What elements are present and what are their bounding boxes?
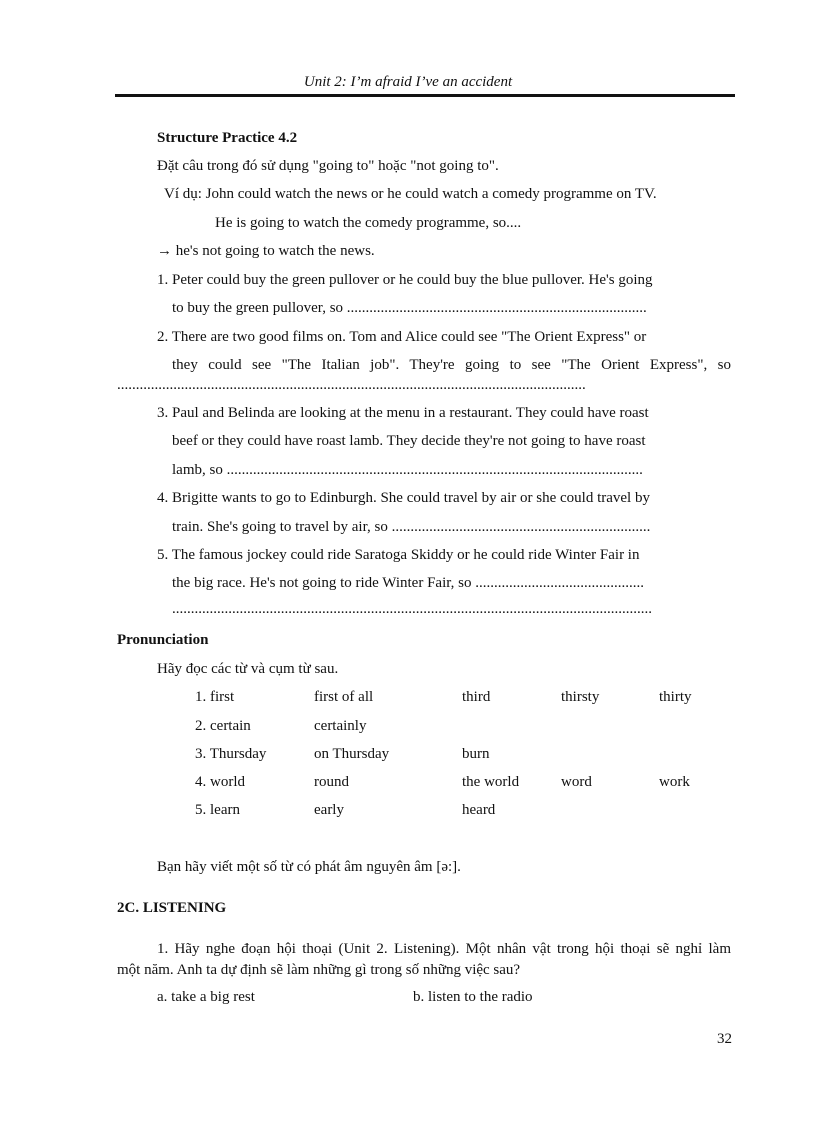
word-cell: the world — [462, 774, 520, 790]
word-cell: certainly — [314, 718, 367, 734]
word-cell: thirsty — [561, 689, 600, 705]
item-4-line-2: train. She's going to travel by air, so ..................................................................... — [172, 519, 651, 535]
item-2-line-2: they could see "The Italian job". They're going to see "The Orient Express", so — [172, 357, 731, 373]
item-4-line-1: 4. Brigitte wants to go to Edinburgh. She could travel by air or she could travel by — [157, 490, 650, 506]
item-2-line-1: 2. There are two good films on. Tom and Alice could see "The Orient Express" or — [157, 329, 647, 345]
listening-heading: 2C. LISTENING — [117, 900, 227, 916]
word-cell: thirty — [659, 689, 692, 705]
item-1-line-1: 1. Peter could buy the green pullover or he could buy the blue pullover. He's going — [157, 272, 653, 288]
item-3-line-3: lamb, so ............................................................................................................... — [172, 462, 643, 478]
item-5-line-2: the big race. He's not going to ride Winter Fair, so ............................................. — [172, 575, 644, 591]
word-cell: first of all — [314, 689, 374, 705]
item-1-line-2: to buy the green pullover, so ................................................................................ — [172, 300, 647, 316]
item-3-line-1: 3. Paul and Belinda are looking at the menu in a restaurant. They could have roast — [157, 405, 649, 421]
structure-instruction: Đặt câu trong đó sử dụng "going to" hoặc "not going to". — [157, 158, 499, 174]
word-cell: early — [314, 802, 344, 818]
structure-heading: Structure Practice 4.2 — [157, 130, 298, 146]
word-cell: round — [314, 774, 349, 790]
listening-question-line-1: 1. Hãy nghe đoạn hội thoại (Unit 2. Listening). Một nhân vật trong hội thoại sẽ nghỉ làm — [157, 941, 731, 957]
word-cell: word — [561, 774, 592, 790]
word-cell: 5. learn — [195, 802, 240, 818]
listening-question-line-2: một năm. Anh ta dự định sẽ làm những gì trong số những việc sau? — [117, 962, 521, 978]
pronunciation-heading: Pronunciation — [117, 632, 209, 648]
header-rule — [115, 94, 735, 97]
word-cell: 4. world — [195, 774, 245, 790]
option-b: b. listen to the radio — [413, 989, 533, 1005]
word-cell: 3. Thursday — [195, 746, 267, 762]
item-3-line-2: beef or they could have roast lamb. They decide they're not going to have roast — [172, 433, 646, 449]
option-a: a. take a big rest — [157, 989, 255, 1005]
pronunciation-note: Bạn hãy viết một số từ có phát âm nguyên âm [ə:]. — [157, 859, 461, 875]
word-cell: work — [659, 774, 690, 790]
word-cell: burn — [462, 746, 490, 762]
pronunciation-instruction: Hãy đọc các từ và cụm từ sau. — [157, 661, 339, 677]
word-cell: heard — [462, 802, 496, 818]
word-cell: third — [462, 689, 491, 705]
word-cell: 1. first — [195, 689, 235, 705]
running-header: Unit 2: I’m afraid I’ve an accident — [303, 74, 513, 90]
example-line-1: Ví dụ: John could watch the news or he could watch a comedy programme on TV. — [164, 186, 657, 202]
item-5-line-1: 5. The famous jockey could ride Saratoga Skiddy or he could ride Winter Fair in — [157, 547, 640, 563]
page-number: 32 — [717, 1031, 732, 1047]
word-cell: 2. certain — [195, 718, 251, 734]
item-2-line-3: ............................................................................................................................. — [117, 377, 586, 393]
item-5-line-3: ................................................................................................................................ — [172, 601, 652, 617]
word-cell: on Thursday — [314, 746, 390, 762]
example-line-3: → he's not going to watch the news. — [157, 243, 375, 259]
example-line-2: He is going to watch the comedy programme, so.... — [215, 215, 522, 231]
